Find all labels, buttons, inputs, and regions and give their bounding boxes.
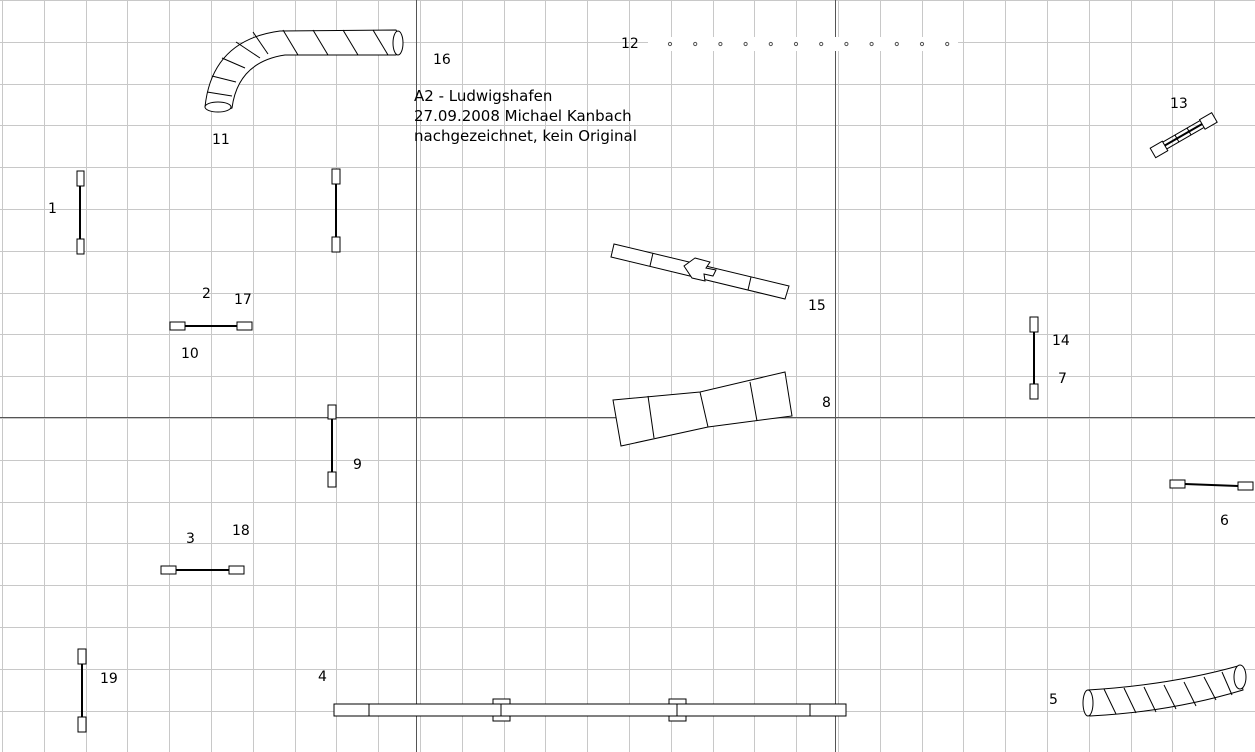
label-6: 6 <box>1220 513 1229 529</box>
label-16: 16 <box>433 52 451 68</box>
label-3: 3 <box>186 531 195 547</box>
hurdle-top-left <box>332 169 340 252</box>
course-note: nachgezeichnet, kein Original <box>414 127 637 145</box>
hurdle-3-18 <box>161 566 244 574</box>
seesaw-15 <box>611 244 789 299</box>
label-14: 14 <box>1052 333 1070 349</box>
weave-pole <box>895 42 898 45</box>
label-12: 12 <box>621 36 639 52</box>
tunnel-5 <box>1083 665 1246 716</box>
hurdle-9 <box>328 405 336 487</box>
label-7: 7 <box>1058 371 1067 387</box>
dog-walk-4 <box>334 699 846 721</box>
course-title: A2 - Ludwigshafen <box>414 87 553 105</box>
label-1: 1 <box>48 201 57 217</box>
label-2: 2 <box>202 286 211 302</box>
label-10: 10 <box>181 346 199 362</box>
weave-pole <box>845 42 848 45</box>
label-4: 4 <box>318 669 327 685</box>
hurdle-19 <box>78 649 86 732</box>
weave-pole <box>719 42 722 45</box>
weave-pole <box>946 42 949 45</box>
weave-pole <box>794 42 797 45</box>
course-date-author: 27.09.2008 Michael Kanbach <box>414 107 632 125</box>
weave-pole <box>668 42 671 45</box>
label-15: 15 <box>808 298 826 314</box>
label-13: 13 <box>1170 96 1188 112</box>
hurdle-14-7 <box>1030 317 1038 399</box>
weave-pole <box>870 42 873 45</box>
a-frame-8 <box>613 372 792 446</box>
label-8: 8 <box>822 395 831 411</box>
weave-pole <box>694 42 697 45</box>
label-18: 18 <box>232 523 250 539</box>
weave-pole <box>920 42 923 45</box>
course-info <box>414 87 637 145</box>
weave-poles-12 <box>648 37 958 51</box>
weave-pole <box>820 42 823 45</box>
label-11: 11 <box>212 132 230 148</box>
label-5: 5 <box>1049 692 1058 708</box>
obstacle-numbers <box>48 36 1229 708</box>
hurdle-1 <box>77 171 84 254</box>
label-17: 17 <box>234 292 252 308</box>
weave-pole <box>744 42 747 45</box>
label-9: 9 <box>353 457 362 473</box>
weave-pole <box>769 42 772 45</box>
hurdle-6 <box>1170 480 1253 490</box>
hurdle-13 <box>1150 113 1217 158</box>
label-19: 19 <box>100 671 118 687</box>
